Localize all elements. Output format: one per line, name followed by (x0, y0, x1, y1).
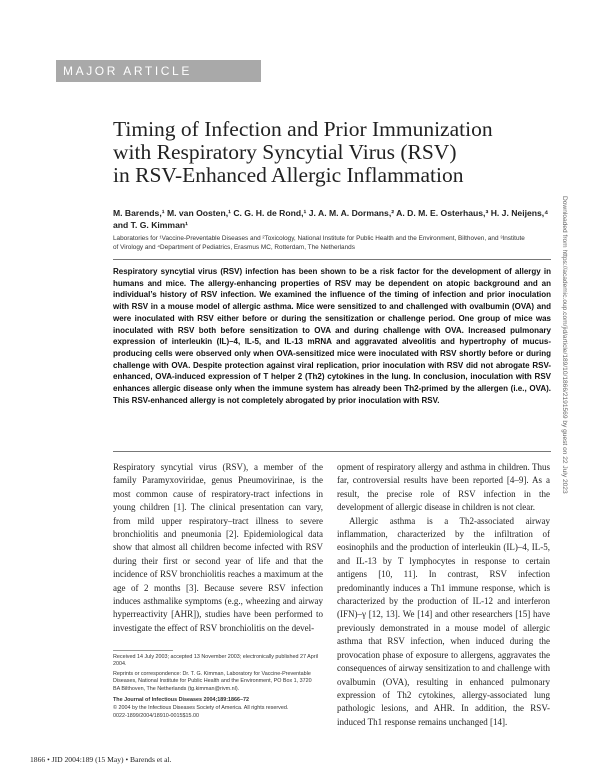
body-right-column (337, 461, 550, 729)
abstract-text: Respiratory syncytial virus (RSV) infection has been shown to be a risk factor for the development of allergy in humans and mice. The allergy-enhancing properties of RSV may be dependent on atopic background and an individual’s history of RSV infection. We examined the influence of the timing of infection and prior inoculation with RSV in a mouse model of allergic asthma. Mice were sensitized to and challenged with ovalbumin (OVA) and were inoculated with RSV either before or during the sensitization or challenge period. One group of mice was inoculated with RSV both before sensitization to OVA and during challenge with OVA. Increased pulmonary expression of interleukin (IL)–4, IL-5, and IL-13 mRNA and aggravated alveolitis and hypertrophy of mucus-producing cells were observed only when OVA-sensitized mice were inoculated with RSV shortly before or during challenge with OVA. Despite protection against viral replication, prior inoculation with RSV did not abrogate RSV-enhanced, OVA-induced expression of T helper 2 (Th2) cytokines in the lung. In conclusion, inoculation with RSV enhances allergic disease only when the immune system has already been Th2-primed by the allergen (i.e., OVA). This RSV-enhanced allergy is not completely abrogated by prior inoculation with RSV. (113, 267, 551, 405)
article-title (113, 118, 553, 187)
author-list (113, 208, 553, 231)
title-line: Timing of Infection and Prior Immunization (113, 117, 493, 141)
affiliation-line: Laboratories for ¹Vaccine-Preventable Diseases and ²Toxicology, National Institute for Public Health and the Environment, Bilthoven, and ³Institute (113, 235, 525, 242)
abstract-top-rule (113, 259, 551, 260)
body-paragraph: Allergic asthma is a Th2-associated airway inflammation, characterized by the infiltration of eosinophils and the production of interleukin (IL)–4, IL-5, and IL-13 by T lymphocytes in response to certain antigens [10, 11]. In contrast, RSV infection predominantly induces a Th1 immune response, which is characterized by the production of IL-12 and interferon (IFN)–γ [12, 13]. We [14] and other researchers [15] have previously demonstrated in a mouse model of allergic asthma that RSV infection, when induced during the provocation phase of exposure to allergens, aggravates the consequences of airway sensitization to and challenge with ovalbumin (OVA), resulting in enhanced pulmonary expression of Th2 cytokines, allergy-associated lung pathologic lesions, and AHR. In addition, the RSV-induced Th1 response remains unchanged [14]. (337, 515, 550, 727)
download-watermark-text: Downloaded from https://academic.oup.com/jid/article/189/10/1866/2191569 by guest on 22 July 2023 (561, 196, 568, 494)
body-paragraph: opment of respiratory allergy and asthma in children. Thus far, controversial results have been reported [4–9]. As a result, the precise role of RSV infection in the development of allergic disease in children is not clear. (337, 462, 550, 513)
page-footer: 1866 • JID 2004:189 (15 May) • Barends et al. (30, 755, 172, 764)
footnote-received: Received 14 July 2003; accepted 13 November 2003; electronically published 27 April 2004. (113, 654, 318, 668)
title-line: in RSV-Enhanced Allergic Inflammation (113, 163, 464, 187)
footnote-copyright: © 2004 by the Infectious Diseases Society of America. All rights reserved. (113, 705, 289, 711)
footnote-issn: 0022-1899/2004/18910-0015$15.00 (113, 713, 200, 719)
body-left-column (113, 461, 323, 635)
affiliations (113, 234, 553, 252)
footnote-journal: The Journal of Infectious Diseases 2004;189:1866–72 (113, 697, 250, 703)
author-line: and T. G. Kimman¹ (113, 219, 188, 230)
abstract-bottom-rule (113, 451, 551, 452)
article-type-label: MAJOR ARTICLE (63, 64, 192, 78)
affiliation-line: of Virology and ⁴Department of Pediatrics, Erasmus MC, Rotterdam, The Netherlands (113, 244, 355, 251)
footnote-rule (113, 650, 173, 651)
body-paragraph: Respiratory syncytial virus (RSV), a member of the family Paramyxoviridae, genus Pneumovirinae, is the most common cause of respiratory-tract infections in young children [1]. The clinical presentation can vary, from mild upper respiratory–tract illness to severe bronchiolitis and pneumonia [2]. Epidemiological data show that almost all children become infected with RSV during their first or second year of life and that the incidence of RSV bronchiolitis reaches a maximum at the age of 2 months [3]. Because severe RSV infection induces asthmalike symptoms (e.g., wheezing and airway hyperreactivity [AHR]), studies have been performed to investigate the effect of RSV bronchiolitis on the devel- (113, 462, 323, 633)
article-type-banner (56, 60, 261, 82)
author-line: M. Barends,¹ M. van Oosten,¹ C. G. H. de Rond,¹ J. A. M. A. Dormans,² A. D. M. E. Osterhaus,³ H. J. Neijens,⁴ (113, 208, 549, 218)
title-line: with Respiratory Syncytial Virus (RSV) (113, 140, 457, 164)
footnote-reprints: Reprints or correspondence: Dr. T. G. Kimman, Laboratory for Vaccine-Preventable Diseases, National Institute for Public Health and the Environment, PO Box 1, 3720 BA Bilthoven, The Netherlands (tg.kimman@rivm.nl). (113, 671, 312, 692)
